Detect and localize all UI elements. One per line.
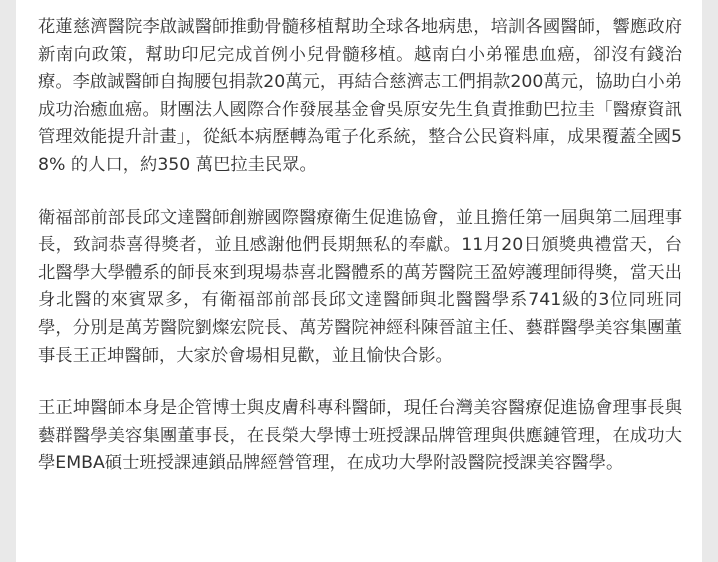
article-body <box>16 0 702 562</box>
article-paragraph-2: 衛福部前部長邱文達醫師創辦國際醫療衛生促進協會，並且擔任第一屆與第二屆理事長，致詞恭喜得獎者，並且感謝他們長期無私的奉獻。11月20日頒獎典禮當天，台北醫學大學體系的師長來到現場恭喜北醫體系的萬芳醫院王盈婷護理師得獎，當天出身北醫的來賓眾多，有衛福部前部長邱文達醫師與北醫醫學系741級的3位同班同學，分別是萬芳醫院劉燦宏院長、萬芳醫院神經科陳晉誼主任、藝群醫學美容集團董事長王正坤醫師，大家於會場相見歡，並且愉快合影。 <box>38 207 682 366</box>
article-paragraph-1: 花蓮慈濟醫院李啟誠醫師推動骨髓移植幫助全球各地病患，培訓各國醫師，響應政府新南向政策，幫助印尼完成首例小兒骨髓移植。越南白小弟罹患血癌，卻沒有錢治療。李啟誠醫師自掏腰包捐款20萬元，再結合慈濟志工們捐款200萬元，協助白小弟成功治癒血癌。財團法人國際合作發展基金會吳原安先生負責推動巴拉圭「醫療資訊管理效能提升計畫」，從紙本病歷轉為電子化系統，整合公民資料庫，成果覆蓋全國58% 的人口，約350 萬巴拉圭民眾。 <box>38 17 682 175</box>
article-paragraph-3: 王正坤醫師本身是企管博士與皮膚科專科醫師，現任台灣美容醫療促進協會理事長與藝群醫學美容集團董事長，在長榮大學博士班授課品牌管理與供應鏈管理，在成功大學EMBA碩士班授課連鎖品牌經營管理，在成功大學附設醫院授課美容醫學。 <box>38 398 682 474</box>
